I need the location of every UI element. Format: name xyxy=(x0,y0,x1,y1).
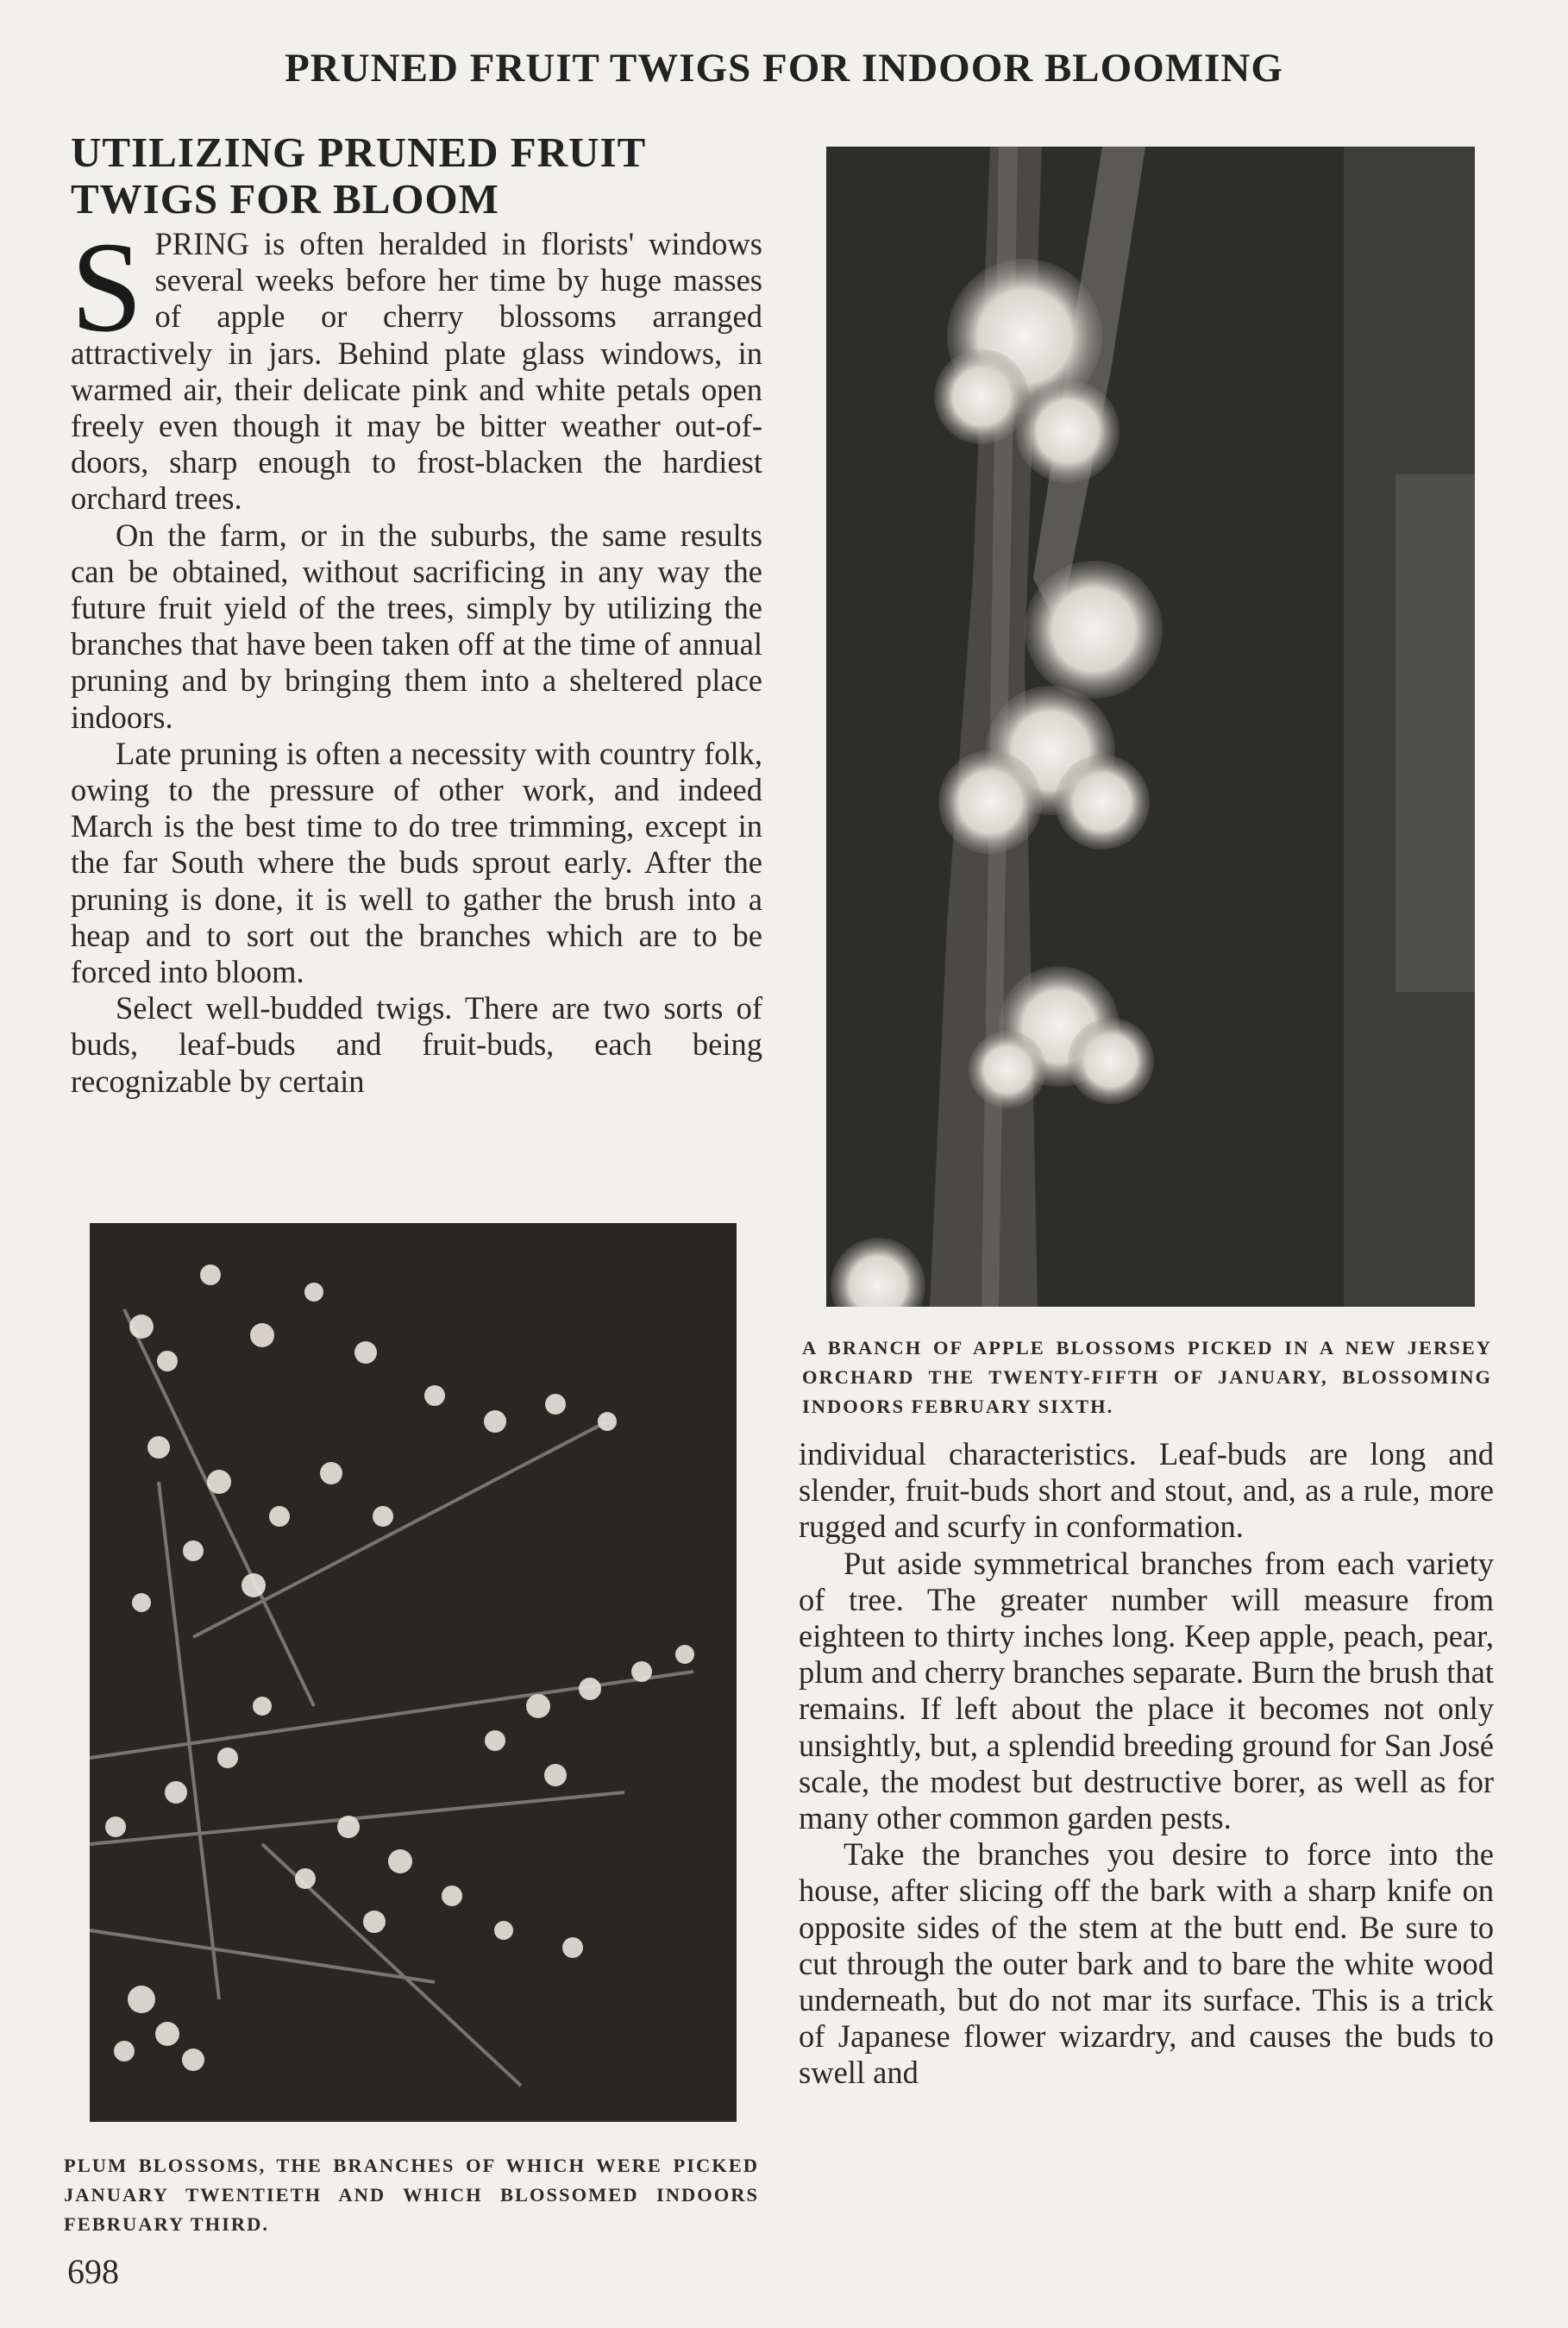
apple-photo-caption: A BRANCH OF APPLE BLOSSOMS PICKED IN A NEW JERSEY ORCHARD THE TWENTY-FIFTH OF JANUARY, BLOSSOMING INDOORS FEBRUARY SIXTH. xyxy=(802,1337,1492,1417)
paragraph-4-start: Select well-budded twigs. There are two sorts of buds, leaf-buds and fruit-buds, each being recognizable by certain xyxy=(71,990,762,1099)
left-column xyxy=(71,129,762,1100)
page-number: 698 xyxy=(67,2252,119,2291)
running-title: PRUNED FRUIT TWIGS FOR INDOOR BLOOMING xyxy=(285,46,1283,91)
paragraph-1 xyxy=(71,216,762,518)
paragraph-4-continued: individual characteristics. Leaf-buds are long and slender, fruit-buds short and stout, and, as a rule, more rugged and scurfy in conformation. xyxy=(799,1436,1494,1545)
apple-blossom-illustration xyxy=(826,147,1475,1307)
right-column xyxy=(799,1436,1494,2092)
paragraph-1-text: PRING is often heralded in florists' windows several weeks before her time by huge masses of apple or cherry blossoms arranged attractively in jars. Behind plate glass windows, in warmed air, their delicate pink and white petals open freely even though it may be bitter weather out-of-doors, sharp enough to frost-blacken the hardiest orchard trees. xyxy=(71,226,762,517)
paragraph-3: Late pruning is often a necessity with country folk, owing to the pressure of other work, and indeed March is the best time to do tree trimming, except in the far South where the buds sprout early. After the pruning is done, it is well to gather the brush into a heap and to sort out the branches which are to be forced into bloom. xyxy=(71,735,762,990)
paragraph-2: On the farm, or in the suburbs, the same results can be obtained, without sacrificing in any way the future fruit yield of the trees, simply by utilizing the branches that have been taken off at the time of annual pruning and by bringing them into a sheltered place indoors. xyxy=(71,517,762,735)
plum-blossom-illustration xyxy=(90,1223,737,2122)
plum-blossom-photo xyxy=(90,1223,737,2122)
apple-blossom-photo xyxy=(826,147,1475,1307)
article-title: UTILIZING PRUNED FRUIT TWIGS FOR BLOOM xyxy=(71,129,646,223)
paragraph-6: Take the branches you desire to force into the house, after slicing off the bark with a sharp knife on opposite sides of the stem at the butt end. Be sure to cut through the outer bark and to bare the white wood underneath, but do not mar its surface. This is a trick of Japanese flower wizardry, and causes the buds to swell and xyxy=(799,1836,1494,2091)
drop-cap: S xyxy=(71,216,143,359)
plum-photo-caption: PLUM BLOSSOMS, THE BRANCHES OF WHICH WERE PICKED JANUARY TWENTIETH AND WHICH BLOSSOMED INDOORS FEBRUARY THIRD. xyxy=(64,2155,759,2235)
paragraph-5: Put aside symmetrical branches from each variety of tree. The greater number will measure from eighteen to thirty inches long. Keep apple, peach, pear, plum and cherry branches separate. Burn the brush that remains. If left about the place it becomes not only unsightly, but, a splendid breeding ground for San José scale, the modest but destructive borer, as well as for many other common garden pests. xyxy=(799,1545,1494,1836)
